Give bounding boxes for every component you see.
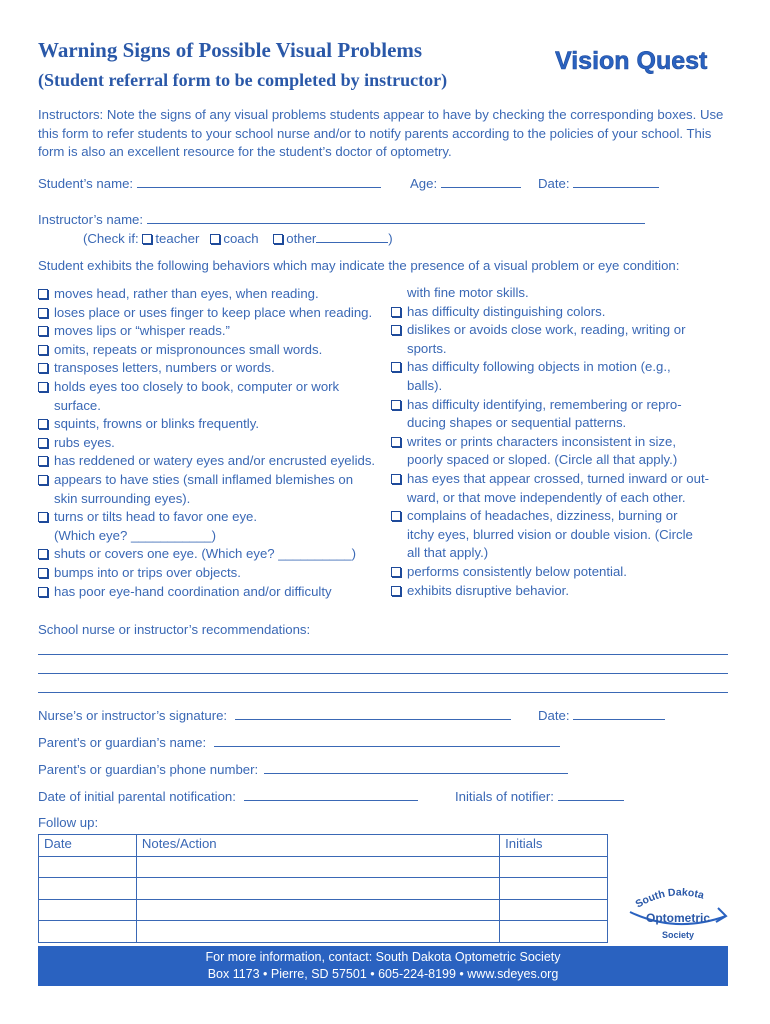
sdos-logo	[626, 882, 730, 944]
follow-up-initials-cell[interactable]	[500, 878, 608, 900]
checklist-checkbox[interactable]	[391, 325, 401, 335]
parent-name-row	[38, 735, 560, 750]
checklist-item-text: moves lips or “whisper reads.”	[54, 323, 230, 339]
follow-up-table	[38, 834, 608, 943]
checklist-item-text: bumps into or trips over objects.	[54, 564, 241, 580]
check-if-label: (Check if:	[83, 231, 139, 246]
table-row	[39, 856, 608, 878]
checklist-item	[391, 303, 736, 322]
checklist-checkbox[interactable]	[38, 419, 48, 429]
checklist-item-text: rubs eyes.	[54, 434, 115, 450]
checklist-item-text: holds eyes too closely to book, computer or work	[54, 378, 340, 394]
follow-up-header-date: Date	[39, 835, 137, 857]
follow-up-initials-cell[interactable]	[500, 921, 608, 943]
checklist-item	[391, 582, 736, 601]
svg-text:South Dakota	[634, 886, 706, 910]
follow-up-date-cell[interactable]	[39, 878, 137, 900]
follow-up-notes-cell[interactable]	[136, 878, 499, 900]
follow-up-date-cell[interactable]	[39, 856, 137, 878]
checklist-item	[38, 471, 384, 508]
date-row	[538, 176, 659, 191]
other-field[interactable]	[316, 231, 388, 243]
notification-date-label: Date of initial parental notification:	[38, 789, 236, 804]
follow-up-header-notes: Notes/Action	[136, 835, 499, 857]
student-name-field[interactable]	[137, 176, 381, 188]
checklist-item	[391, 470, 736, 507]
follow-up-date-cell[interactable]	[39, 921, 137, 943]
checklist-checkbox[interactable]	[38, 289, 48, 299]
nurse-signature-field[interactable]	[235, 708, 511, 720]
checklist-checkbox[interactable]	[38, 568, 48, 578]
checklist-item-text: all that apply.)	[407, 545, 489, 561]
form-title: Warning Signs of Possible Visual Problems	[38, 38, 423, 62]
initials-notifier-label: Initials of notifier:	[455, 789, 554, 804]
checklist-item-text: omits, repeats or mispronounces small words.	[54, 341, 323, 357]
instructor-name-label: Instructor’s name:	[38, 212, 144, 227]
checklist-item	[38, 508, 384, 545]
checklist-item	[38, 415, 384, 434]
checklist-item-text: performs consistently below potential.	[407, 563, 627, 579]
checklist-item-text: ducing shapes or sequential patterns.	[407, 415, 627, 431]
notification-date-field[interactable]	[244, 789, 418, 801]
checklist-item	[391, 358, 736, 395]
checklist-item	[391, 507, 736, 563]
checklist-checkbox[interactable]	[38, 345, 48, 355]
recommendations-line-2[interactable]	[38, 673, 728, 674]
follow-up-header-initials: Initials	[500, 835, 608, 857]
date-field[interactable]	[573, 176, 659, 188]
checklist-item-text: itchy eyes, blurred vision or double vision. (Circle	[407, 526, 693, 542]
student-name-row	[38, 176, 381, 191]
nurse-signature-row	[38, 708, 511, 723]
checklist-item	[38, 545, 384, 564]
date-label: Date:	[538, 176, 570, 191]
checklist-checkbox[interactable]	[391, 511, 401, 521]
checklist-item	[38, 322, 384, 341]
teacher-label: teacher	[155, 231, 200, 246]
checklist-item-text: has poor eye-hand coordination and/or difficulty	[54, 583, 332, 599]
checklist-item-text: has difficulty following objects in motion (e.g.,	[407, 359, 671, 375]
follow-up-notes-cell[interactable]	[136, 856, 499, 878]
checklist-item-text: has difficulty distinguishing colors.	[407, 303, 606, 319]
sdos-logo-line2: Optometric	[645, 911, 711, 925]
age-row	[410, 176, 521, 191]
coach-label: coach	[223, 231, 259, 246]
recommendations-label: School nurse or instructor’s recommendations:	[38, 622, 311, 637]
checklist-checkbox[interactable]	[391, 567, 401, 577]
checklist-item	[38, 434, 384, 453]
checklist-checkbox[interactable]	[391, 307, 401, 317]
checklist-item-text: has reddened or watery eyes and/or encrusted eyelids.	[54, 453, 376, 469]
notification-date-row	[38, 789, 418, 804]
instructions-paragraph: Instructors: Note the signs of any visual problems students appear to have by checking the corresponding boxes. Use this form to refer students to your school nurse and/or to notify parents according to the policies of your school. This form is also an excellent resource for the student’s doctor of optometry.	[38, 107, 724, 159]
nurse-signature-label: Nurse’s or instructor’s signature:	[38, 708, 228, 723]
footer-line-2: Box 1173 • Pierre, SD 57501 • 605-224-8199 • www.sdeyes.org	[207, 967, 559, 981]
checklist-item	[38, 285, 384, 304]
checklist-item-text: balls).	[407, 377, 443, 393]
footer-line-1: For more information, contact: South Dakota Optometric Society	[205, 950, 561, 964]
behaviors-intro: Student exhibits the following behaviors which may indicate the presence of a visual problem or eye condition:	[38, 258, 680, 273]
checklist-checkbox[interactable]	[38, 438, 48, 448]
checklist-item-text: has difficulty identifying, remembering or repro-	[407, 396, 682, 412]
checklist-item-text: exhibits disruptive behavior.	[407, 582, 570, 598]
checklist-checkbox[interactable]	[38, 382, 48, 392]
coach-checkbox[interactable]	[210, 234, 220, 244]
checklist-checkbox[interactable]	[391, 362, 401, 372]
checklist-checkbox[interactable]	[38, 456, 48, 466]
checklist-checkbox[interactable]	[38, 308, 48, 318]
checklist-right-column	[391, 284, 736, 600]
checklist-checkbox[interactable]	[38, 363, 48, 373]
checklist-item	[391, 563, 736, 582]
sdos-logo-line3: Society	[661, 930, 695, 940]
other-checkbox[interactable]	[273, 234, 283, 244]
checklist-item	[391, 433, 736, 470]
follow-up-header-row	[39, 835, 608, 857]
checklist-checkbox[interactable]	[38, 475, 48, 485]
recommendations-line-1[interactable]	[38, 654, 728, 655]
checklist-checkbox[interactable]	[391, 474, 401, 484]
checklist-item	[38, 359, 384, 378]
parent-name-label: Parent’s or guardian’s name:	[38, 735, 207, 750]
checklist-item	[38, 378, 384, 415]
checklist-checkbox[interactable]	[391, 400, 401, 410]
close-paren: )	[388, 231, 393, 246]
initials-notifier-field[interactable]	[558, 789, 624, 801]
contact-footer	[38, 946, 728, 986]
table-row	[39, 878, 608, 900]
age-label: Age:	[410, 176, 438, 191]
checklist-item-text: (Which eye? ___________)	[54, 527, 217, 543]
parent-phone-label: Parent’s or guardian’s phone number:	[38, 762, 259, 777]
other-label: other	[286, 231, 317, 246]
signature-date-label: Date:	[538, 708, 570, 723]
checklist-item-text: poorly spaced or sloped. (Circle all that apply.)	[407, 452, 678, 468]
follow-up-notes-cell[interactable]	[136, 921, 499, 943]
vision-quest-logo	[555, 42, 735, 76]
checklist-checkbox[interactable]	[38, 587, 48, 597]
checklist-checkbox[interactable]	[391, 437, 401, 447]
follow-up-label: Follow up:	[38, 815, 99, 830]
table-row	[39, 899, 608, 921]
checklist-item	[38, 583, 384, 602]
checklist-item-text: turns or tilts head to favor one eye.	[54, 509, 258, 525]
sdos-logo-line1: South Dakota	[633, 886, 706, 911]
initials-notifier-row	[455, 789, 624, 804]
checklist-checkbox[interactable]	[38, 549, 48, 559]
checklist-item-text: loses place or uses finger to keep place when reading.	[54, 304, 373, 320]
signature-date-field[interactable]	[573, 708, 665, 720]
parent-phone-row	[38, 762, 568, 777]
checklist-item-text: skin surrounding eyes).	[54, 490, 191, 506]
signature-date-row	[538, 708, 665, 723]
checklist-left-column	[38, 285, 384, 601]
checklist-item-text: has eyes that appear crossed, turned inward or out-	[407, 470, 710, 486]
checklist-item-text: ward, or that move independently of each other.	[407, 489, 686, 505]
instructor-name-field[interactable]	[147, 212, 645, 224]
checklist-checkbox[interactable]	[38, 512, 48, 522]
follow-up-notes-cell[interactable]	[136, 899, 499, 921]
follow-up-initials-cell[interactable]	[500, 856, 608, 878]
parent-phone-field[interactable]	[264, 762, 568, 774]
checklist-item-text: moves head, rather than eyes, when reading.	[54, 286, 319, 301]
checklist-item-text: surface.	[54, 397, 101, 413]
recommendations-line-3[interactable]	[38, 692, 728, 693]
checklist-checkbox[interactable]	[38, 326, 48, 336]
instructor-name-row	[38, 212, 645, 227]
checklist-item-text: appears to have sties (small inflamed blemishes on	[54, 471, 354, 487]
instructor-role-row	[83, 231, 393, 246]
table-row	[39, 921, 608, 943]
checklist-item-text: sports.	[407, 340, 447, 356]
checklist-item-text: shuts or covers one eye. (Which eye? __________)	[54, 546, 357, 562]
checklist-item	[38, 304, 384, 323]
student-name-label: Student’s name:	[38, 176, 134, 191]
checklist-item	[38, 341, 384, 360]
right-continuation: with fine motor skills.	[407, 285, 529, 300]
checklist-item-text: dislikes or avoids close work, reading, writing or	[407, 322, 686, 338]
follow-up-date-cell[interactable]	[39, 899, 137, 921]
checklist-item-text: complains of headaches, dizziness, burning or	[407, 508, 678, 524]
form-subtitle: (Student referral form to be completed by instructor)	[38, 70, 448, 90]
checklist-item	[391, 396, 736, 433]
checklist-item-text: writes or prints characters inconsistent in size,	[407, 433, 676, 449]
parent-name-field[interactable]	[214, 735, 560, 747]
checklist-item-text: squints, frowns or blinks frequently.	[54, 416, 259, 432]
teacher-checkbox[interactable]	[142, 234, 152, 244]
age-field[interactable]	[441, 176, 521, 188]
checklist-item-text: transposes letters, numbers or words.	[54, 360, 275, 376]
checklist-item	[391, 321, 736, 358]
follow-up-initials-cell[interactable]	[500, 899, 608, 921]
checklist-checkbox[interactable]	[391, 586, 401, 596]
checklist-item	[38, 452, 384, 471]
vision-quest-logo-text: Vision Quest	[555, 47, 708, 75]
checklist-item	[38, 564, 384, 583]
